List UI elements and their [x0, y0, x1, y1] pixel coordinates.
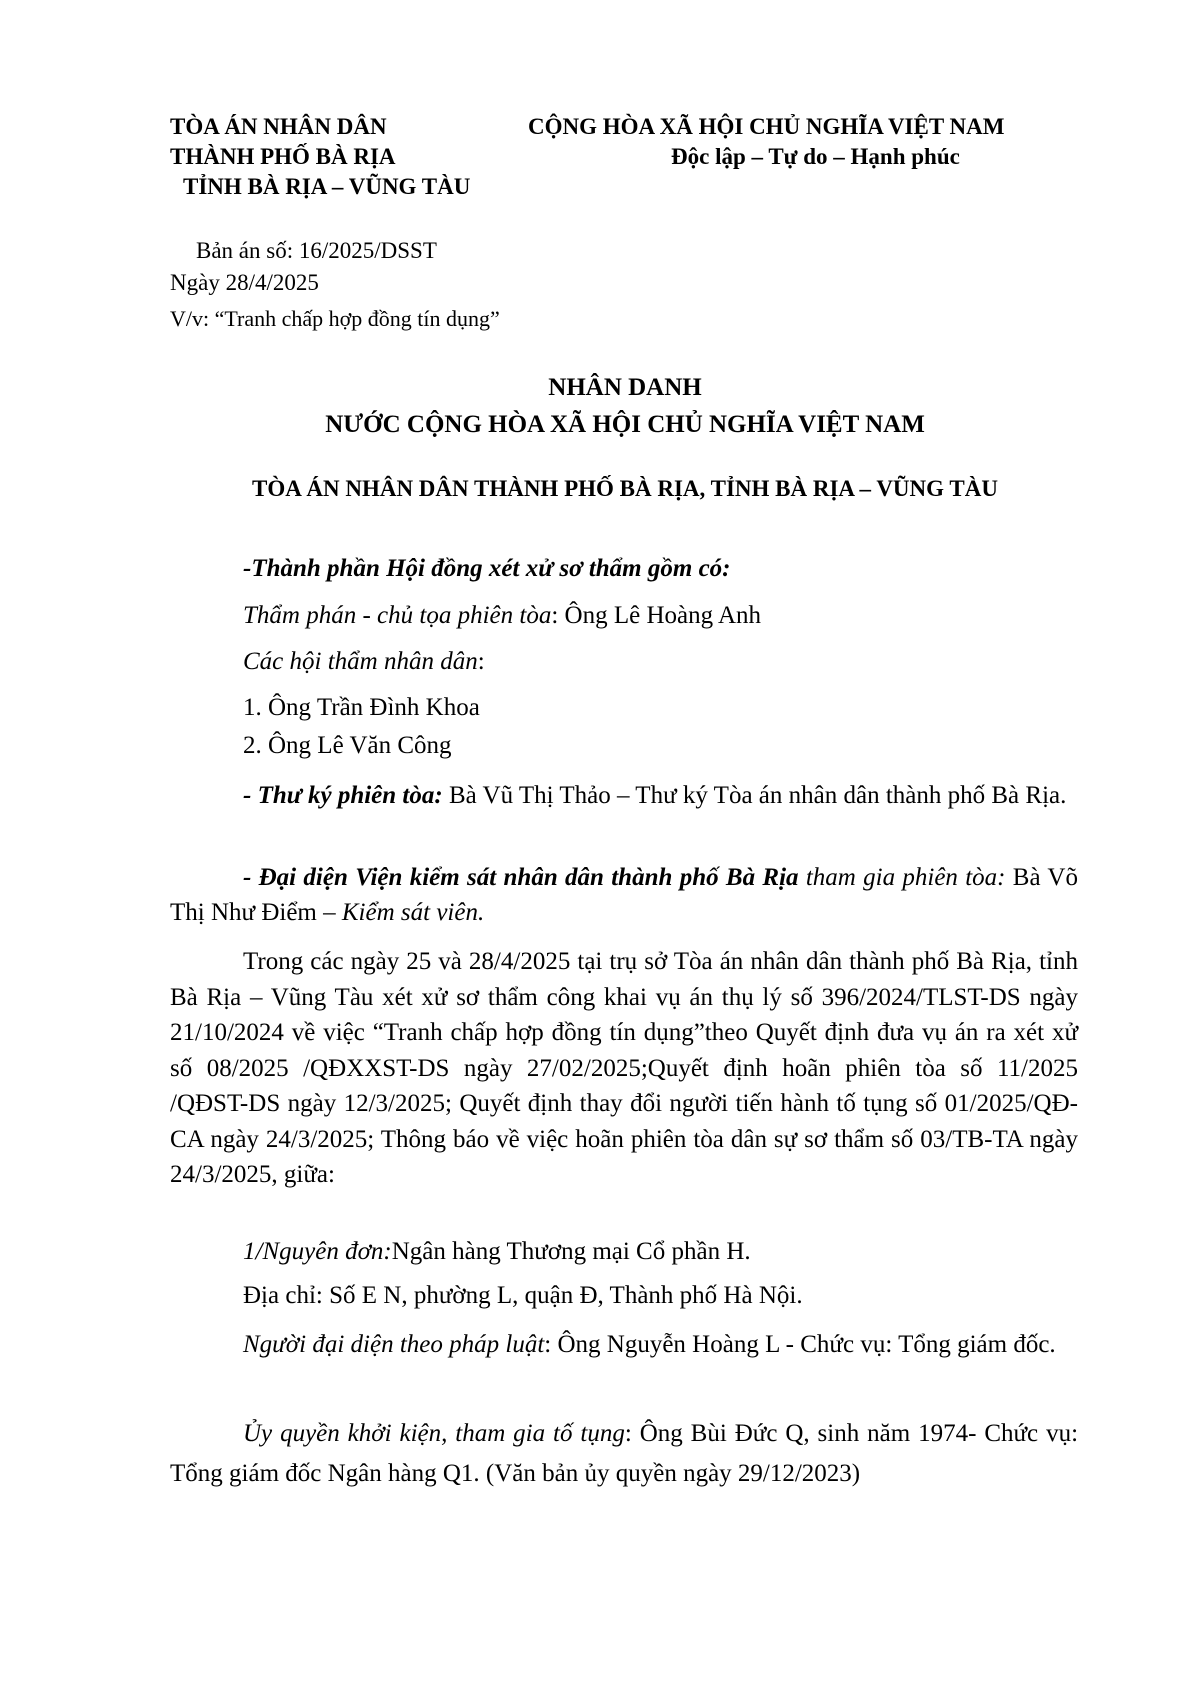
procurator-paragraph: - Đại diện Viện kiểm sát nhân dân thành phố Bà Rịa tham gia phiên tòa: Bà Võ Thị Như Điểm – Kiểm sát viên.	[170, 864, 1078, 926]
plaintiff-name: Ngân hàng Thương mại Cổ phần H.	[391, 1238, 751, 1265]
title-in-the-name: NHÂN DANH	[548, 374, 702, 401]
title-country: NƯỚC CỘNG HÒA XÃ HỘI CHỦ NGHĨA VIỆT NAM	[325, 411, 925, 438]
hearing-paragraph: Trong các ngày 25 và 28/4/2025 tại trụ sở Tòa án nhân dân thành phố Bà Rịa, tỉnh Bà Rịa – Vũng Tàu xét xử sơ thẩm công khai vụ án thụ lý số 396/2024/TLST-DS ngày 21/10/2024 về việc “Tranh chấp hợp đồng tín dụng”theo Quyết định đưa vụ án ra xét xử số 08/2025 /QĐXXST-DS ngày 27/02/2025;Quyết định hoãn phiên tòa số 11/2025 /QĐST-DS ngày 12/3/2025; Quyết định thay đổi người tiến hành tố tụng số 01/2025/QĐ-CA ngày 24/3/2025; Thông báo về việc hoãn phiên tòa dân sự sơ thẩm số 03/TB-TA ngày 24/3/2025, giữa:	[170, 948, 1078, 1188]
court-name-line-1: TÒA ÁN NHÂN DÂN	[170, 114, 387, 139]
assessors-heading: Các hội thẩm nhân dân:	[243, 648, 485, 675]
plaintiff-label: 1/Nguyên đơn:	[243, 1238, 392, 1265]
clerk-label: - Thư ký phiên tòa:	[243, 782, 443, 809]
procurator-label: - Đại diện Viện kiểm sát nhân dân thành phố Bà Rịa	[243, 864, 799, 891]
assessor-item: 1. Ông Trần Đình Khoa	[243, 694, 480, 721]
case-subject: V/v: “Tranh chấp hợp đồng tín dụng”	[170, 306, 500, 331]
plaintiff-authorization: Ủy quyền khởi kiện, tham gia tố tụng: Ông Bùi Đức Q, sinh năm 1974- Chức vụ: Tổng giám đốc Ngân hàng Q1. (Văn bản ủy quyền ngày 29/12/2023)	[170, 1420, 1079, 1487]
national-title: CỘNG HÒA XÃ HỘI CHỦ NGHĨA VIỆT NAM	[528, 114, 1005, 139]
national-motto: Độc lập – Tự do – Hạnh phúc	[671, 144, 960, 169]
court-name-line-3: TỈNH BÀ RỊA – VŨNG TÀU	[183, 174, 471, 199]
judge-label: Thẩm phán - chủ tọa phiên tòa	[243, 602, 552, 629]
plaintiff-representative: Người đại diện theo pháp luật: Ông Nguyễn Hoàng L - Chức vụ: Tổng giám đốc.	[243, 1331, 1056, 1358]
assessor-item: 2. Ông Lê Văn Công	[243, 732, 452, 759]
panel-heading: -Thành phần Hội đồng xét xử sơ thẩm gồm có:	[243, 555, 731, 582]
court-full-name: TÒA ÁN NHÂN DÂN THÀNH PHỐ BÀ RỊA, TỈNH BÀ RỊA – VŨNG TÀU	[252, 476, 998, 501]
clerk-paragraph	[170, 778, 1078, 813]
plaintiff-line	[243, 1238, 751, 1266]
clerk-text: Bà Vũ Thị Thảo – Thư ký Tòa án nhân dân thành phố Bà Rịa.	[442, 782, 1067, 809]
presiding-judge	[243, 602, 761, 630]
case-number: Bản án số: 16/2025/DSST	[196, 238, 437, 263]
court-name-line-2: THÀNH PHỐ BÀ RỊA	[170, 144, 396, 169]
judge-name: : Ông Lê Hoàng Anh	[551, 602, 762, 629]
case-date: Ngày 28/4/2025	[170, 270, 319, 295]
plaintiff-address: Địa chỉ: Số E N, phường L, quận Đ, Thành phố Hà Nội.	[243, 1282, 803, 1309]
